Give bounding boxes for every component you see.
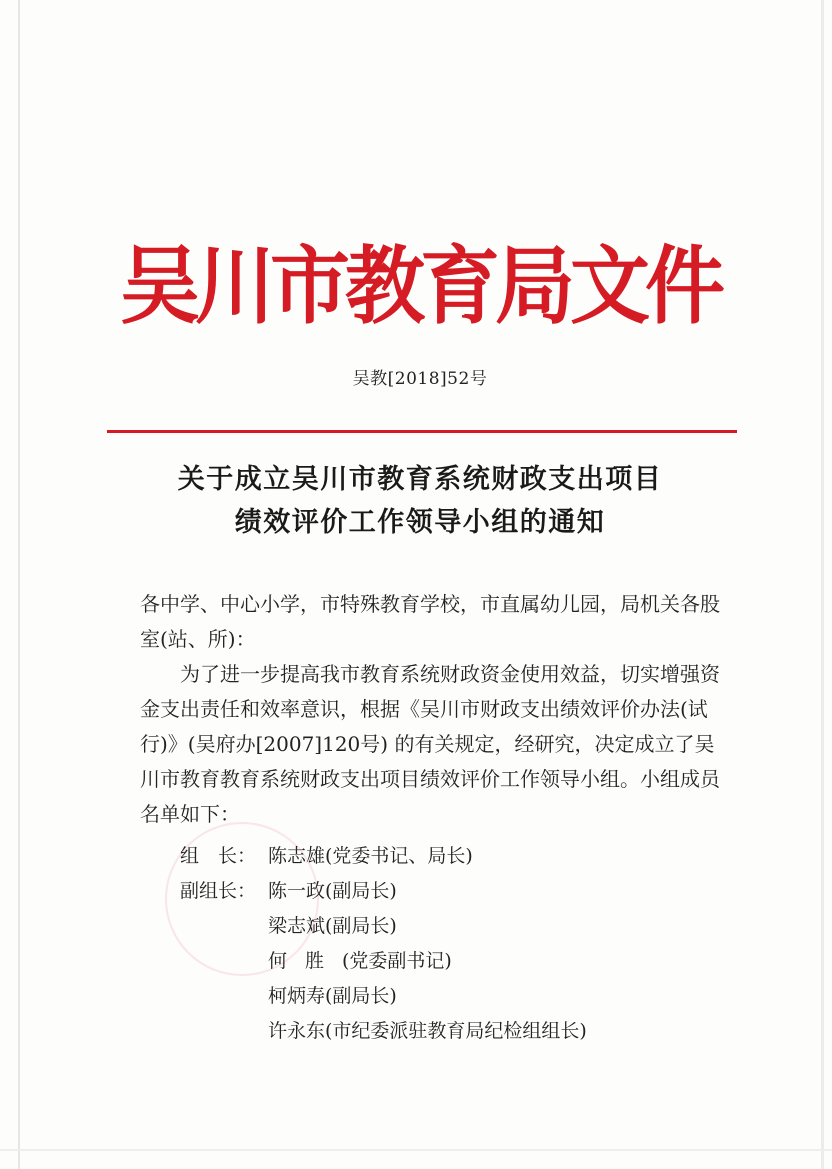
member-list (180, 839, 700, 1049)
member-title: (副局长) (325, 880, 397, 902)
member-title: (副局长) (325, 985, 397, 1007)
addressee-line: 各中学、中心小学，市特殊教育学校，市直属幼儿园，局机关各股室(站、所)： (140, 592, 720, 651)
document-masthead: 吴川市教育局文件 (120, 237, 720, 336)
notice-body (140, 587, 720, 832)
member-name: 梁志斌 (268, 915, 326, 937)
member-title: (党委书记、局长) (325, 845, 473, 867)
member-row-deputy-1 (180, 874, 700, 909)
member-title: (市纪委派驻教育局纪检组组长) (325, 1020, 587, 1042)
red-divider-rule (107, 430, 737, 433)
notice-title-line-1: 关于成立吴川市教育系统财政支出项目 (177, 464, 663, 495)
member-name: 许永东 (268, 1020, 326, 1042)
member-row-deputy-4 (180, 979, 700, 1014)
scan-edge-left (18, 0, 20, 1169)
member-row-deputy-5 (180, 1014, 700, 1049)
member-title: (副局长) (325, 915, 397, 937)
member-name: 陈一政 (268, 880, 326, 902)
member-name: 何胜 (268, 950, 343, 972)
role-leader-label: 组 长： (180, 845, 257, 867)
role-deputy-label: 副组长： (180, 880, 257, 902)
member-row-deputy-2 (180, 909, 700, 944)
scan-edge-bottom (0, 1149, 832, 1151)
document-number: 吴教[2018]52号 (352, 369, 488, 389)
member-row-deputy-3 (180, 944, 700, 979)
main-paragraph: 为了进一步提高我市教育系统财政资金使用效益，切实增强资金支出责任和效率意识，根据《吴川市财政支出绩效评价办法(试行)》(吴府办[2007]120号) 的有关规定，经研究，决定成立了吴川市教育教育系统财政支出项目绩效评价工作领导小组。小组成员名单如下： (140, 662, 720, 826)
member-row-leader (180, 839, 700, 874)
notice-title-line-2: 绩效评价工作领导小组的通知 (234, 507, 606, 538)
member-title: (党委副书记) (342, 950, 452, 972)
scan-edge-right (821, 0, 824, 1169)
member-name: 陈志雄 (268, 845, 326, 867)
member-name: 柯炳寿 (268, 985, 326, 1007)
